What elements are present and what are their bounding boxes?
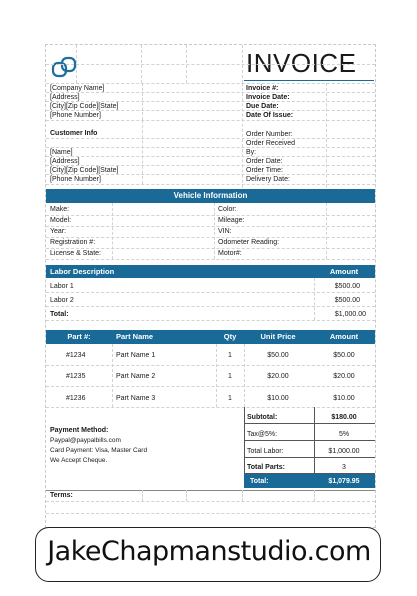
parts-col-name: Part Name: [116, 332, 154, 341]
model-label: Model:: [50, 217, 72, 224]
title-underline: [244, 80, 374, 81]
delivery-date-label: Delivery Date:: [246, 176, 290, 183]
company-city: [City][Zip Code][State]: [50, 103, 119, 110]
registration-label: Registration #:: [50, 239, 96, 246]
customer-heading: Customer Info: [50, 130, 98, 137]
labor-amount-header: Amount: [329, 267, 359, 276]
vehicle-heading: Vehicle Information: [46, 189, 375, 203]
watermark-banner: [35, 527, 381, 582]
year-label: Year:: [50, 228, 67, 235]
odometer-label: Odometer Reading:: [218, 239, 280, 246]
mileage-label: Mileage:: [218, 217, 245, 224]
labor-row-1-amount: $500.00: [334, 283, 360, 290]
payment-cheque: We Accept Cheque.: [50, 457, 108, 464]
subtotal-label: Subtotal:: [247, 414, 278, 421]
labor-row-1-label: Labor 1: [50, 283, 74, 290]
part-row-1-name: Part Name 1: [116, 352, 156, 359]
part-row-3-unit: $10.00: [267, 395, 289, 402]
part-row-2-qty: 1: [228, 373, 232, 380]
parts-col-unit-price: Unit Price: [260, 332, 296, 341]
part-row-3-number: #1236: [66, 395, 86, 402]
grand-total-label: Total:: [250, 478, 269, 485]
grand-total-value: $1,079.95: [328, 478, 360, 485]
customer-address: [Address]: [50, 158, 80, 165]
part-row-1-unit: $50.00: [267, 352, 289, 359]
order-received-label: Order Received: [246, 140, 296, 147]
invoice-title: INVOICE: [246, 48, 357, 78]
parts-col-part: Part #:: [67, 332, 91, 341]
part-row-1-number: #1234: [66, 352, 86, 359]
labor-row-2-amount: $500.00: [334, 297, 360, 304]
part-row-3-qty: 1: [228, 395, 232, 402]
company-name: [Company Name]: [50, 85, 105, 92]
order-number-label: Order Number:: [246, 131, 293, 138]
order-by-label: By:: [246, 149, 257, 156]
total-labor-value: $1,000.00: [328, 448, 360, 455]
tax-label: Tax@5%:: [247, 431, 278, 438]
subtotal-value: $180.00: [331, 414, 357, 421]
watermark-text: JakeChapmanstudio.com: [47, 536, 371, 567]
license-label: License & State:: [50, 250, 101, 257]
customer-city: [City][Zip Code][State]: [50, 167, 119, 174]
invoice-number-label: Invoice #:: [246, 85, 279, 92]
vin-label: VIN:: [218, 228, 232, 235]
part-row-1-qty: 1: [228, 352, 232, 359]
issue-date-label: Date Of Issue:: [246, 112, 294, 119]
due-date-label: Due Date:: [246, 103, 279, 110]
labor-total-label: Total:: [50, 311, 69, 318]
part-row-3-name: Part Name 3: [116, 395, 156, 402]
customer-name: [Name]: [50, 149, 73, 156]
customer-phone: [Phone Number]: [50, 176, 101, 183]
parts-col-qty: Qty: [223, 332, 237, 341]
make-label: Make:: [50, 206, 70, 213]
part-row-1-amount: $50.00: [333, 352, 355, 359]
part-row-2-unit: $20.00: [267, 373, 289, 380]
part-row-3-amount: $10.00: [333, 395, 355, 402]
company-phone: [Phone Number]: [50, 112, 101, 119]
payment-card: Card Payment: Visa, Master Card: [50, 447, 148, 454]
part-row-2-amount: $20.00: [333, 373, 355, 380]
total-parts-label: Total Parts:: [247, 464, 285, 471]
company-address: [Address]: [50, 94, 80, 101]
payment-heading: Payment Method:: [50, 427, 109, 434]
tax-value: 5%: [338, 431, 350, 438]
invoice-date-label: Invoice Date:: [246, 94, 290, 101]
order-time-label: Order Time:: [246, 167, 283, 174]
motor-label: Motor#:: [218, 250, 242, 257]
color-label: Color:: [218, 206, 237, 213]
part-row-2-number: #1235: [66, 373, 86, 380]
labor-row-2-label: Labor 2: [50, 297, 74, 304]
terms-label: Terms:: [50, 492, 73, 499]
total-labor-label: Total Labor:: [247, 448, 284, 455]
order-date-label: Order Date:: [246, 158, 283, 165]
invoice-sheet: [45, 44, 376, 528]
labor-description-header: Labor Description: [50, 267, 115, 276]
part-row-2-name: Part Name 2: [116, 373, 156, 380]
parts-col-amount: Amount: [329, 332, 359, 341]
total-parts-value: 3: [342, 464, 346, 471]
payment-paypal: Paypal@paypalbills.com: [50, 437, 121, 444]
labor-total-amount: $1,000.00: [334, 311, 366, 318]
